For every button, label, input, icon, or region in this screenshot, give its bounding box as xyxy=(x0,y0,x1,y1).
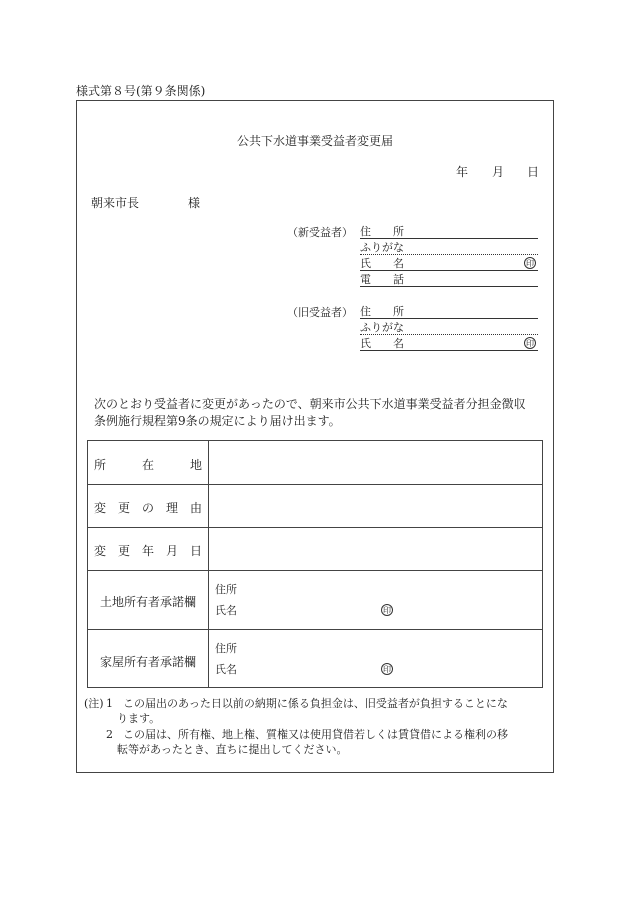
form-number: 様式第８号(第９条関係) xyxy=(76,84,206,98)
new-beneficiary-phone-label: 電 話 xyxy=(360,273,404,286)
landowner-address-label: 住所 xyxy=(215,583,237,596)
new-beneficiary-phone-field[interactable] xyxy=(360,274,538,287)
new-beneficiary-name-field[interactable] xyxy=(360,258,538,271)
new-beneficiary-name-label: 氏 名 xyxy=(360,257,404,270)
old-beneficiary-address-label: 住 所 xyxy=(360,305,404,318)
date-year-label: 年 xyxy=(456,165,469,179)
landowner-consent-cell[interactable] xyxy=(209,571,543,629)
new-beneficiary-furigana-label: ふりがな xyxy=(360,241,404,254)
form-title: 公共下水道事業受益者変更届 xyxy=(236,134,393,148)
row-label-houseowner-consent: 家屋所有者承諾欄 xyxy=(99,655,196,669)
houseowner-consent-cell[interactable] xyxy=(209,630,543,687)
note-2-number: 2 xyxy=(106,728,113,741)
new-beneficiary-furigana-field[interactable] xyxy=(360,242,538,255)
row-label-location: 所 在 地 xyxy=(93,458,202,472)
statement-line-2: 条例施行規程第9条の規定により届け出ます。 xyxy=(94,414,341,428)
change-date-input-cell[interactable] xyxy=(209,528,543,570)
addressee-honorific: 様 xyxy=(188,196,201,210)
note-2-line-1: この届は、所有権、地上権、質権又は使用貸借若しくは賃貸借による権利の移 xyxy=(123,728,508,741)
seal-icon: 印 xyxy=(526,339,534,348)
new-beneficiary-heading: （新受益者） xyxy=(287,226,353,239)
notes-prefix: (注) xyxy=(84,697,104,710)
row-label-change-date: 変 更 年 月 日 xyxy=(93,544,202,558)
row-label-landowner-consent: 土地所有者承諾欄 xyxy=(99,595,196,609)
change-reason-input-cell[interactable] xyxy=(209,485,543,527)
note-2-line-2: 転等があったとき、直ちに提出してください。 xyxy=(117,743,348,756)
row-label-change-reason: 変 更 の 理 由 xyxy=(93,501,202,515)
old-beneficiary-address-field[interactable] xyxy=(360,306,538,319)
old-beneficiary-name-field[interactable] xyxy=(360,338,538,351)
note-1-line-1: この届出のあった日以前の納期に係る負担金は、旧受益者が負担することにな xyxy=(123,697,508,710)
new-beneficiary-address-label: 住 所 xyxy=(360,225,404,238)
statement-line-1: 次のとおり受益者に変更があったので、朝来市公共下水道事業受益者分担金徴収 xyxy=(94,397,526,411)
old-beneficiary-furigana-label: ふりがな xyxy=(360,321,404,334)
seal-icon: 印 xyxy=(383,665,391,674)
location-input-cell[interactable] xyxy=(209,441,543,484)
landowner-name-label: 氏名 xyxy=(215,604,237,617)
old-beneficiary-heading: （旧受益者） xyxy=(287,306,353,319)
note-1-number: 1 xyxy=(106,697,113,710)
new-beneficiary-address-field[interactable] xyxy=(360,226,538,239)
seal-icon: 印 xyxy=(526,259,534,268)
date-day-label: 日 xyxy=(527,165,540,179)
note-1-line-2: ります。 xyxy=(117,712,161,725)
houseowner-name-label: 氏名 xyxy=(215,663,237,676)
addressee-name: 朝来市長 xyxy=(91,196,140,210)
houseowner-address-label: 住所 xyxy=(215,642,237,655)
date-month-label: 月 xyxy=(492,165,505,179)
seal-icon: 印 xyxy=(383,606,391,615)
info-table xyxy=(87,440,543,688)
old-beneficiary-name-label: 氏 名 xyxy=(360,337,404,350)
old-beneficiary-furigana-field[interactable] xyxy=(360,322,538,335)
